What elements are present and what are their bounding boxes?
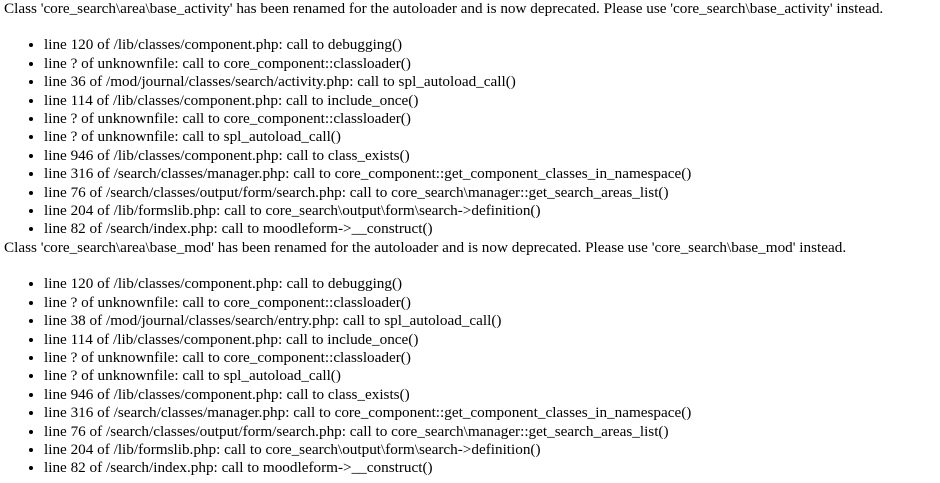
deprecation-notice-2 [4, 239, 940, 478]
stack-trace [4, 36, 940, 238]
trace-line: • line 114 of /lib/classes/component.php: call to include_once() [44, 92, 940, 110]
trace-line: • line 946 of /lib/classes/component.php: call to class_exists() [44, 147, 940, 165]
trace-line: • line ? of unknownfile: call to core_component::classloader() [44, 110, 940, 128]
trace-line: • line 120 of /lib/classes/component.php: call to debugging() [44, 36, 940, 54]
trace-line: • line 82 of /search/index.php: call to moodleform->__construct() [44, 459, 940, 477]
trace-line: • line 114 of /lib/classes/component.php: call to include_once() [44, 331, 940, 349]
trace-line: • line 76 of /search/classes/output/form/search.php: call to core_search\manager::get_search_areas_list() [44, 184, 940, 202]
trace-line: • line 946 of /lib/classes/component.php: call to class_exists() [44, 386, 940, 404]
trace-line: • line 76 of /search/classes/output/form/search.php: call to core_search\manager::get_search_areas_list() [44, 423, 940, 441]
trace-line: • line 82 of /search/index.php: call to moodleform->__construct() [44, 220, 940, 238]
notice-message: Class 'core_search\area\base_activity' has been renamed for the autoloader and is now deprecated. Please use 'core_search\base_activity' instead. [4, 0, 884, 17]
trace-line: • line ? of unknownfile: call to core_component::classloader() [44, 349, 940, 367]
trace-line: • line ? of unknownfile: call to core_component::classloader() [44, 294, 940, 312]
trace-line: • line 36 of /mod/journal/classes/search/activity.php: call to spl_autoload_call() [44, 73, 940, 91]
deprecation-notice-1 [4, 0, 940, 239]
notice-message: Class 'core_search\area\base_mod' has been renamed for the autoloader and is now deprecated. Please use 'core_search\base_mod' instead. [4, 238, 847, 256]
trace-line: • line ? of unknownfile: call to core_component::classloader() [44, 55, 940, 73]
trace-line: • line ? of unknownfile: call to spl_autoload_call() [44, 367, 940, 385]
trace-line: • line ? of unknownfile: call to spl_autoload_call() [44, 128, 940, 146]
debug-output [4, 0, 940, 478]
trace-line: • line 316 of /search/classes/manager.php: call to core_component::get_component_classes_in_namespace() [44, 165, 940, 183]
stack-trace [4, 275, 940, 477]
trace-line: • line 316 of /search/classes/manager.php: call to core_component::get_component_classes_in_namespace() [44, 404, 940, 422]
trace-line: • line 204 of /lib/formslib.php: call to core_search\output\form\search->definition() [44, 202, 940, 220]
trace-line: • line 204 of /lib/formslib.php: call to core_search\output\form\search->definition() [44, 441, 940, 459]
trace-line: • line 120 of /lib/classes/component.php: call to debugging() [44, 275, 940, 293]
trace-line: • line 38 of /mod/journal/classes/search/entry.php: call to spl_autoload_call() [44, 312, 940, 330]
